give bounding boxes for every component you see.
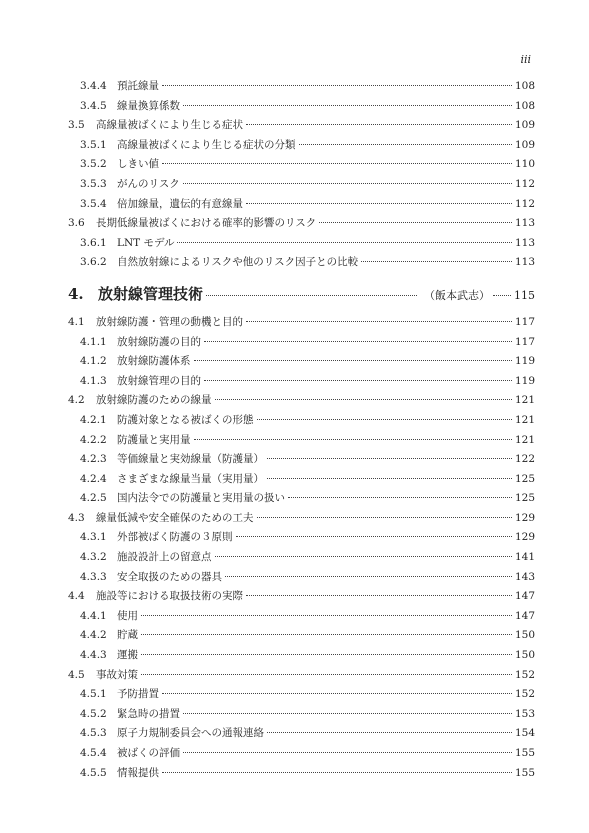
entry-title: しきい値 — [117, 158, 159, 171]
dot-leader — [177, 242, 511, 243]
toc-subsection-entry — [68, 195, 535, 215]
entry-page: 110 — [514, 158, 535, 171]
entry-number: 3.4.4 — [80, 80, 107, 92]
entry-page: 108 — [514, 80, 535, 92]
entry-title: 安全取扱のための器具 — [117, 570, 222, 583]
entry-title: 線量低減や安全確保のための工夫 — [96, 511, 254, 524]
dot-leader — [246, 124, 512, 125]
entry-page: 109 — [514, 138, 535, 151]
entry-title: 施設設計上の留意点 — [117, 551, 212, 564]
entry-title: 防護対象となる被ばくの形態 — [117, 413, 254, 426]
toc-subsection-entry — [68, 372, 535, 392]
toc-subsection-entry — [68, 646, 535, 666]
entry-number: 4.2.3 — [80, 453, 107, 466]
dot-leader — [267, 478, 512, 479]
dot-leader — [183, 752, 512, 753]
dot-leader — [206, 295, 417, 296]
entry-number: 4.4 — [68, 590, 85, 603]
entry-page: 129 — [514, 531, 535, 544]
toc-group-chapter-3 — [68, 77, 535, 273]
entry-title: 放射線管理の目的 — [117, 374, 201, 387]
entry-page: 109 — [514, 119, 535, 132]
entry-number: 4.3.2 — [80, 551, 107, 564]
toc-subsection-entry — [68, 77, 535, 97]
entry-number: 4.5.4 — [80, 747, 107, 759]
entry-page: 153 — [514, 707, 535, 720]
entry-page: 141 — [514, 551, 535, 564]
toc-subsection-entry — [68, 607, 535, 627]
dot-leader — [183, 183, 512, 184]
entry-number: 4.4.1 — [80, 609, 107, 622]
dot-leader — [215, 399, 512, 400]
entry-number: 3.5.4 — [80, 197, 107, 210]
dot-leader — [162, 772, 512, 773]
entry-page: 117 — [514, 335, 535, 348]
toc-subsection-entry — [68, 136, 535, 156]
entry-title: 予防措置 — [117, 688, 159, 701]
entry-title: 外部被ばく防護の３原則 — [117, 531, 233, 544]
chapter-author: （飯本武志） — [424, 288, 490, 302]
entry-number: 4.1.2 — [80, 355, 107, 368]
entry-number: 4.3.1 — [80, 531, 107, 544]
entry-number: 4.2.5 — [80, 492, 107, 505]
entry-page: 125 — [514, 472, 535, 485]
toc-subsection-entry — [68, 489, 535, 509]
toc-subsection-entry — [68, 705, 535, 725]
entry-title: 運搬 — [117, 649, 138, 662]
entry-title: 緊急時の措置 — [117, 707, 180, 720]
entry-title: 貯蔵 — [117, 629, 138, 642]
toc-chapter-4 — [68, 277, 535, 311]
toc-subsection-entry — [68, 528, 535, 548]
toc-subsection-entry — [68, 234, 535, 254]
dot-leader — [194, 360, 512, 361]
entry-page: 152 — [514, 688, 535, 701]
dot-leader — [225, 576, 512, 577]
entry-page: 121 — [514, 413, 535, 426]
entry-number: 4.5.5 — [80, 766, 107, 779]
chapter-page: 115 — [514, 288, 535, 302]
entry-number: 3.5.3 — [80, 177, 107, 190]
entry-number: 3.5.2 — [80, 158, 107, 171]
entry-number: 4.2 — [68, 394, 85, 407]
entry-number: 4.2.2 — [80, 433, 107, 446]
toc-section-entry — [68, 509, 535, 529]
toc-subsection-entry — [68, 97, 535, 117]
entry-title: 使用 — [117, 609, 138, 622]
dot-leader — [183, 713, 512, 714]
entry-page: 112 — [514, 177, 535, 190]
entry-page: 117 — [514, 315, 535, 328]
dot-leader — [141, 615, 512, 616]
toc-subsection-entry — [68, 333, 535, 353]
toc-subsection-entry — [68, 155, 535, 175]
entry-number: 4.5.2 — [80, 707, 107, 720]
toc-subsection-entry — [68, 352, 535, 372]
entry-title: 自然放射線によるリスクや他のリスク因子との比較 — [117, 256, 359, 269]
toc-subsection-entry — [68, 470, 535, 490]
toc-subsection-entry — [68, 175, 535, 195]
toc-subsection-entry — [68, 744, 535, 764]
entry-title: 預託線量 — [117, 80, 159, 92]
entry-number: 4.2.1 — [80, 413, 107, 426]
entry-title: 施設等における取扱技術の実際 — [96, 590, 243, 603]
entry-page: 108 — [514, 99, 535, 112]
entry-number: 3.4.5 — [80, 99, 107, 112]
entry-title: さまざまな線量当量（実用量） — [117, 472, 264, 485]
entry-number: 4.3 — [68, 511, 85, 524]
entry-page: 122 — [514, 453, 535, 466]
dot-leader — [246, 595, 512, 596]
entry-number: 4.3.3 — [80, 570, 107, 583]
toc-group-chapter-4 — [68, 313, 535, 783]
toc-subsection-entry — [68, 626, 535, 646]
entry-page: 121 — [514, 433, 535, 446]
toc-subsection-entry — [68, 431, 535, 451]
dot-leader — [141, 654, 512, 655]
dot-leader — [141, 634, 512, 635]
entry-page: 119 — [514, 374, 535, 387]
entry-page: 112 — [514, 197, 535, 210]
dot-leader — [361, 261, 512, 262]
entry-page: 147 — [514, 590, 535, 603]
toc-section-entry — [68, 313, 535, 333]
table-of-contents — [68, 77, 535, 783]
entry-number: 4.2.4 — [80, 472, 107, 485]
entry-title: 放射線防護のための線量 — [96, 394, 212, 407]
entry-page: 155 — [514, 747, 535, 759]
toc-subsection-entry — [68, 764, 535, 784]
page-number: iii — [520, 53, 531, 66]
chapter-title: 放射線管理技術 — [98, 284, 204, 303]
entry-page: 129 — [514, 511, 535, 524]
toc-section-entry — [68, 391, 535, 411]
dot-leader — [257, 517, 512, 518]
entry-number: 3.6 — [68, 217, 85, 230]
toc-section-entry — [68, 214, 535, 234]
dot-leader — [299, 144, 512, 145]
entry-number: 4.5.3 — [80, 727, 107, 740]
dot-leader — [246, 321, 512, 322]
entry-page: 152 — [514, 668, 535, 681]
entry-page: 154 — [514, 727, 535, 740]
entry-title: 等価線量と実効線量（防護量） — [117, 453, 264, 466]
entry-number: 4.1 — [68, 315, 85, 328]
entry-title: 放射線防護・管理の動機と目的 — [96, 315, 243, 328]
toc-subsection-entry — [68, 253, 535, 273]
entry-title: 被ばくの評価 — [117, 747, 180, 759]
dot-leader — [141, 674, 512, 675]
entry-number: 4.4.2 — [80, 629, 107, 642]
dot-leader — [319, 222, 512, 223]
dot-leader — [162, 85, 512, 86]
entry-page: 119 — [514, 355, 535, 368]
entry-title: 線量換算係数 — [117, 99, 180, 112]
toc-subsection-entry — [68, 411, 535, 431]
entry-number: 4.1.1 — [80, 335, 107, 348]
entry-page: 150 — [514, 629, 535, 642]
entry-title: 倍加線量，遺伝的有意線量 — [117, 197, 243, 210]
toc-section-entry — [68, 116, 535, 136]
dot-leader — [288, 497, 512, 498]
dot-leader — [246, 203, 512, 204]
entry-title: 高線量被ばくにより生じる症状 — [96, 119, 243, 132]
entry-page: 150 — [514, 649, 535, 662]
entry-number: 3.5 — [68, 119, 85, 132]
dot-leader — [493, 295, 511, 296]
toc-subsection-entry — [68, 724, 535, 744]
dot-leader — [204, 341, 512, 342]
entry-page: 143 — [514, 570, 535, 583]
entry-number: 3.6.2 — [80, 256, 107, 269]
entry-number: 4.5.1 — [80, 688, 107, 701]
entry-title: がんのリスク — [117, 177, 180, 190]
entry-number: 4.4.3 — [80, 649, 107, 662]
entry-title: 原子力規制委員会への通報連絡 — [117, 727, 264, 740]
entry-title: 防護量と実用量 — [117, 433, 191, 446]
entry-page: 113 — [514, 217, 535, 230]
entry-title: LNT モデル — [117, 236, 175, 249]
dot-leader — [194, 439, 512, 440]
entry-number: 4.1.3 — [80, 374, 107, 387]
entry-title: 放射線防護体系 — [117, 355, 191, 368]
entry-page: 155 — [514, 766, 535, 779]
dot-leader — [204, 380, 512, 381]
entry-page: 113 — [514, 236, 535, 249]
entry-title: 長期低線量被ばくにおける確率的影響のリスク — [96, 217, 317, 230]
toc-section-entry — [68, 587, 535, 607]
toc-section-entry — [68, 666, 535, 686]
entry-title: 放射線防護の目的 — [117, 335, 201, 348]
entry-title: 情報提供 — [117, 766, 159, 779]
entry-number: 4.5 — [68, 668, 85, 681]
dot-leader — [162, 693, 512, 694]
entry-page: 113 — [514, 256, 535, 269]
entry-title: 国内法令での防護量と実用量の扱い — [117, 492, 285, 505]
dot-leader — [215, 556, 512, 557]
toc-subsection-entry — [68, 548, 535, 568]
dot-leader — [267, 458, 512, 459]
dot-leader — [162, 163, 512, 164]
entry-title: 高線量被ばくにより生じる症状の分類 — [117, 138, 296, 151]
entry-number: 3.5.1 — [80, 138, 107, 151]
entry-title: 事故対策 — [96, 668, 138, 681]
entry-page: 147 — [514, 609, 535, 622]
dot-leader — [236, 536, 512, 537]
toc-subsection-entry — [68, 568, 535, 588]
toc-subsection-entry — [68, 685, 535, 705]
entry-page: 125 — [514, 492, 535, 505]
entry-number: 3.6.1 — [80, 236, 107, 249]
dot-leader — [183, 105, 512, 106]
dot-leader — [257, 419, 512, 420]
chapter-number: 4. — [68, 284, 84, 303]
toc-subsection-entry — [68, 450, 535, 470]
entry-page: 121 — [514, 394, 535, 407]
dot-leader — [267, 732, 512, 733]
